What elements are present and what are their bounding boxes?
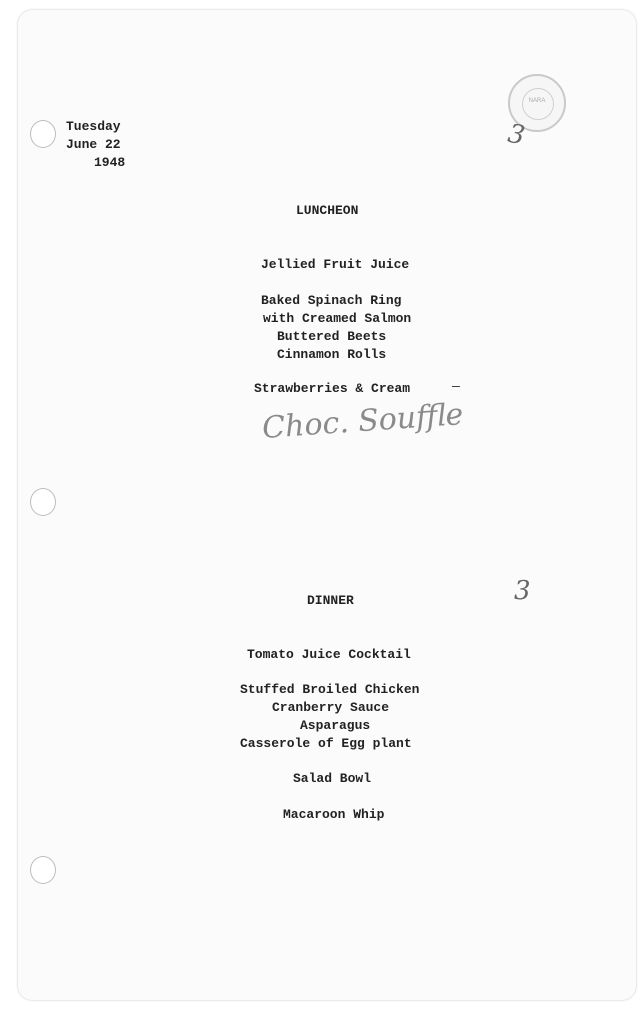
luncheon-item: with Creamed Salmon bbox=[263, 311, 412, 326]
luncheon-item: Cinnamon Rolls bbox=[277, 347, 387, 362]
luncheon-item: Buttered Beets bbox=[277, 329, 387, 344]
luncheon-item: Strawberries & Cream bbox=[254, 381, 411, 396]
date-year: 1948 bbox=[94, 155, 126, 170]
dinner-item: Salad Bowl bbox=[293, 771, 372, 786]
punch-hole-middle bbox=[30, 488, 56, 516]
dinner-item: Casserole of Egg plant bbox=[240, 736, 412, 751]
dinner-heading: DINNER bbox=[307, 593, 354, 608]
dinner-item: Stuffed Broiled Chicken bbox=[240, 682, 420, 697]
handwritten-note: Choc. Souffle bbox=[261, 397, 465, 446]
page-mark-top: 3 bbox=[505, 118, 528, 152]
luncheon-heading: LUNCHEON bbox=[296, 203, 359, 218]
punch-hole-top bbox=[30, 120, 56, 148]
page-mark-middle: 3 bbox=[514, 576, 531, 606]
stamp-inner-ring bbox=[522, 88, 554, 120]
luncheon-dash: — bbox=[452, 379, 460, 394]
date-month-day: June 22 bbox=[66, 137, 121, 152]
punch-hole-bottom bbox=[30, 856, 56, 884]
stamp-label: NARA bbox=[528, 98, 546, 104]
luncheon-item: Jellied Fruit Juice bbox=[261, 257, 410, 272]
dinner-item: Macaroon Whip bbox=[283, 807, 385, 822]
dinner-item: Tomato Juice Cocktail bbox=[247, 647, 411, 662]
luncheon-item: Baked Spinach Ring bbox=[261, 293, 402, 308]
date-weekday: Tuesday bbox=[66, 119, 121, 134]
dinner-item: Asparagus bbox=[300, 718, 371, 733]
dinner-item: Cranberry Sauce bbox=[272, 700, 390, 715]
